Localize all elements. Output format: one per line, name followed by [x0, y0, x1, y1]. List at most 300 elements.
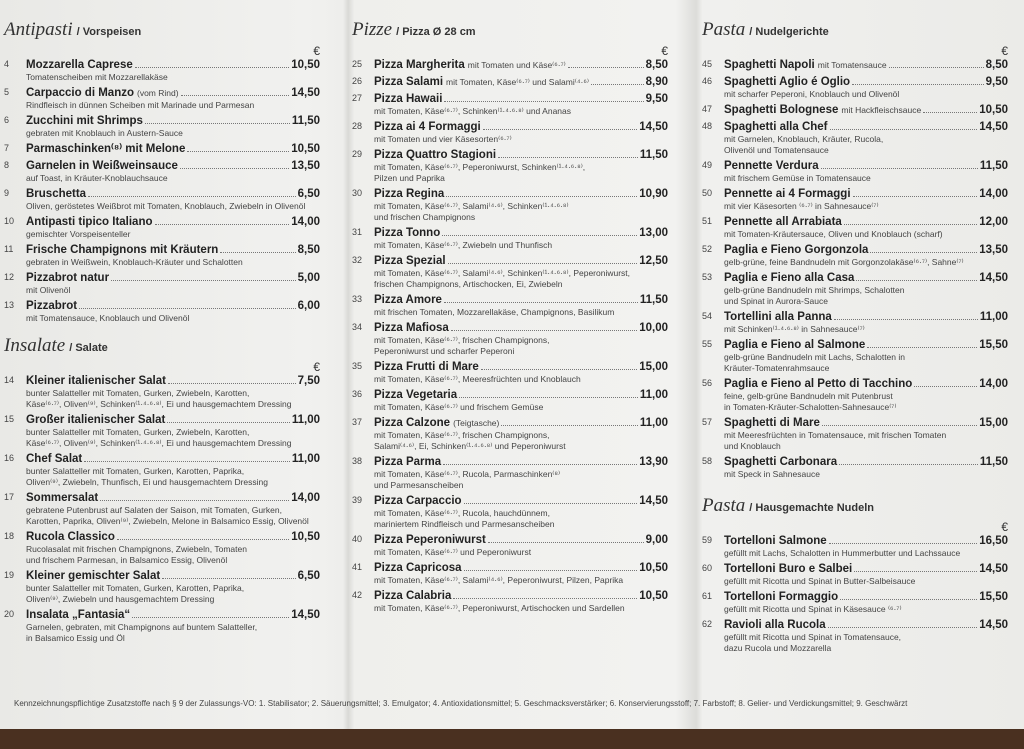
dot-leader — [111, 280, 296, 281]
dot-leader — [853, 196, 978, 197]
section-subtitle: / Pizza Ø 28 cm — [396, 26, 476, 38]
item-row — [374, 58, 668, 72]
item-number: 60 — [702, 563, 713, 573]
dot-leader — [453, 598, 637, 599]
item-description: gebraten in Weißwein, Knoblauch-Kräuter und Schalotten — [26, 257, 243, 267]
item-price: 10,50 — [291, 143, 320, 155]
dot-leader — [483, 129, 637, 130]
item-name: Großer italienischer Salat — [26, 414, 166, 426]
item-row — [26, 299, 320, 313]
item-description: mit frischen Tomaten, Mozzarellakäse, Champignons, Basilikum — [374, 307, 615, 317]
dot-leader — [829, 543, 978, 544]
item-row — [26, 608, 320, 622]
menu-item — [352, 388, 668, 413]
section-header — [352, 19, 668, 45]
item-row — [374, 321, 668, 335]
item-price: 8,50 — [645, 59, 668, 71]
section-title: Pasta — [702, 495, 746, 516]
item-price: 14,00 — [979, 188, 1008, 200]
dot-leader — [488, 542, 644, 543]
item-number: 12 — [4, 272, 15, 282]
item-description: mit Tomaten, Käse⁽⁶·⁷⁾, Meeresfrüchten und Knoblauch — [374, 374, 581, 384]
item-description: und Spinat in Aurora-Sauce — [724, 296, 828, 306]
item-row — [724, 271, 1008, 285]
item-number: 56 — [702, 378, 713, 388]
item-name: Mozzarella Caprese — [26, 59, 133, 71]
item-row — [26, 187, 320, 201]
currency-label: € — [313, 44, 320, 58]
item-price: 14,00 — [291, 216, 320, 228]
dot-leader — [187, 151, 289, 152]
item-name: Pizza Spezial — [374, 255, 446, 267]
menu-item — [702, 103, 1008, 117]
menu-item — [702, 58, 1008, 72]
item-price: 13,50 — [979, 244, 1008, 256]
dot-leader — [822, 425, 977, 426]
item-row — [26, 530, 320, 544]
item-number: 59 — [702, 535, 713, 545]
menu-item — [702, 534, 1008, 559]
currency-label: € — [1001, 44, 1008, 58]
item-description: mit Tomaten, Käse⁽⁶·⁷⁾, frischen Champignons, — [374, 335, 550, 345]
item-inline-note: mit Hackfleischsauce — [841, 105, 922, 115]
item-number: 62 — [702, 619, 713, 629]
dot-leader — [889, 67, 984, 68]
item-name: Pizza Peperoniwurst — [374, 534, 486, 546]
dot-leader — [443, 464, 637, 465]
item-description: mit Tomaten, Käse⁽⁶·⁷⁾, Schinken⁽¹·⁴·⁶·⁸⁾ und Ananas — [374, 106, 572, 116]
item-name: Spaghetti Carbonara — [724, 456, 838, 468]
item-name: Pizza Margherita — [374, 59, 465, 71]
item-price: 14,50 — [979, 619, 1008, 631]
dot-leader — [840, 599, 977, 600]
item-row — [26, 491, 320, 505]
item-description: Oliven⁽⁹⁾, Zwiebeln und hausgemachtem Dressing — [26, 594, 215, 604]
item-description: in Tomaten-Kräuter-Schalotten-Sahnesauce⁽⁷⁾ — [724, 402, 897, 412]
menu-item — [4, 187, 320, 212]
item-name: Garnelen in Weißweinsauce — [26, 160, 178, 172]
item-price: 9,00 — [645, 534, 668, 546]
item-name: Pennette all Arrabiata — [724, 216, 842, 228]
item-number: 4 — [4, 59, 10, 69]
item-price: 7,50 — [297, 375, 320, 387]
dot-leader — [501, 425, 637, 426]
item-number: 20 — [4, 609, 15, 619]
menu-item — [702, 562, 1008, 587]
item-name: Pizza Carpaccio — [374, 495, 462, 507]
column-left — [4, 0, 320, 647]
item-description: mit Tomaten-Kräutersauce, Oliven und Knoblauch (scharf) — [724, 229, 943, 239]
section-header — [4, 335, 320, 361]
item-description: mit Tomaten, Käse⁽⁶·⁷⁾, Zwiebeln und Thunfisch — [374, 240, 553, 250]
item-price: 14,00 — [291, 492, 320, 504]
item-description: Salami⁽⁴·⁶⁾, Ei, Schinken⁽¹·⁴·⁶·⁸⁾ und Peperoniwurst — [374, 441, 566, 451]
item-description: bunter Salatteller mit Tomaten, Gurken, Zwiebeln, Karotten, — [26, 427, 250, 437]
dot-leader — [821, 168, 978, 169]
menu-item — [4, 86, 320, 111]
menu-item — [702, 338, 1008, 374]
item-description: und Knoblauch — [724, 441, 781, 451]
additives-footnote: Kennzeichnungspflichtige Zusatzstoffe nach § 9 der Zulassungs-VO: 1. Stabilisator; 2. Säuerungsmittel; 3. Emulgator; 4. Antioxidationsmittel; 5. Geschmacksverstärker; 6. Konservierungsstoff; 7. Farbstoff; 8. Gelier- und Verdickungsmittel; 9. Geschwärzt — [14, 699, 908, 708]
item-description: Käse⁽⁶·⁷⁾, Oliven⁽⁹⁾, Schinken⁽¹·⁴·⁶·⁸⁾, Ei und hausgemachtem Dressing — [26, 438, 292, 448]
item-name: Zucchini mit Shrimps — [26, 115, 143, 127]
item-price: 15,50 — [979, 339, 1008, 351]
dot-leader — [481, 369, 637, 370]
section-title: Pizze — [352, 19, 393, 40]
item-description: mit Schinken⁽¹·⁴·⁶·⁸⁾ in Sahnesauce⁽⁷⁾ — [724, 324, 865, 334]
item-price: 11,00 — [291, 414, 320, 426]
item-name: Parmaschinken⁽⁸⁾ mit Melone — [26, 143, 186, 155]
dot-leader — [923, 112, 977, 113]
item-description: mariniertem Rindfleisch und Parmesanscheiben — [374, 519, 555, 529]
item-price: 13,50 — [291, 160, 320, 172]
section-subtitle: / Hausgemachte Nudeln — [749, 502, 874, 514]
item-row — [26, 58, 320, 72]
menu-item — [352, 416, 668, 452]
item-number: 29 — [352, 149, 363, 159]
section-pasta-homemade — [702, 495, 1008, 654]
item-description: gefüllt mit Ricotta und Spinat in Tomatensauce, — [724, 632, 902, 642]
section-title: Insalate — [4, 335, 66, 356]
menu-item — [702, 271, 1008, 307]
item-description: mit Olivenöl — [26, 285, 71, 295]
item-number: 54 — [702, 311, 713, 321]
item-price: 15,00 — [639, 361, 668, 373]
dot-leader — [79, 308, 295, 309]
menu-item — [4, 215, 320, 240]
item-row — [374, 75, 668, 89]
item-inline-note: (vom Rind) — [137, 88, 179, 98]
item-name: Rucola Classico — [26, 531, 115, 543]
menu-item — [352, 293, 668, 318]
item-description: gemischter Vorspeisenteller — [26, 229, 131, 239]
item-price: 14,50 — [979, 272, 1008, 284]
item-row — [374, 416, 668, 430]
menu-item — [4, 58, 320, 83]
item-number: 46 — [702, 76, 713, 86]
item-name: Tortelloni Formaggio — [724, 591, 839, 603]
menu-item — [702, 120, 1008, 156]
item-description: in Balsamico Essig und Öl — [26, 633, 125, 643]
dot-leader — [181, 95, 290, 96]
item-name: Paglia e Fieno Gorgonzola — [724, 244, 869, 256]
item-price: 9,50 — [645, 93, 668, 105]
item-description: bunter Salatteller mit Tomaten, Gurken, Karotten, Paprika, — [26, 466, 245, 476]
item-description: Käse⁽⁶·⁷⁾, Oliven⁽⁹⁾, Schinken⁽¹·⁴·⁶·⁸⁾, Ei und hausgemachtem Dressing — [26, 399, 292, 409]
item-number: 18 — [4, 531, 15, 541]
item-description: Oliven, geröstetes Weißbrot mit Tomaten, Knoblauch, Zwiebeln in Olivenöl — [26, 201, 306, 211]
dot-leader — [830, 129, 978, 130]
menu-item — [4, 142, 320, 156]
item-name: Paglia e Fieno al Salmone — [724, 339, 866, 351]
item-price: 11,00 — [639, 417, 668, 429]
item-number: 9 — [4, 188, 10, 198]
item-price: 10,50 — [639, 590, 668, 602]
item-number: 57 — [702, 417, 713, 427]
item-name: Pizza Regina — [374, 188, 445, 200]
menu-item — [4, 413, 320, 449]
item-number: 53 — [702, 272, 713, 282]
item-description: und Parmesanscheiben — [374, 480, 464, 490]
section-pasta — [702, 19, 1008, 480]
item-price: 11,50 — [291, 115, 320, 127]
menu-item — [352, 360, 668, 385]
item-price: 12,00 — [979, 216, 1008, 228]
item-price: 11,50 — [639, 294, 668, 306]
item-price: 16,50 — [979, 535, 1008, 547]
item-description: mit Tomaten, Käse⁽⁶·⁷⁾, Peperoniwurst, Artischocken und Sardellen — [374, 603, 625, 613]
item-description: gelb-grüne, feine Bandnudeln mit Gorgonzolakäse⁽⁶·⁷⁾, Sahne⁽⁷⁾ — [724, 257, 964, 267]
menu-item — [352, 321, 668, 357]
dot-leader — [446, 196, 637, 197]
item-row — [724, 590, 1008, 604]
item-description: Peperoniwurst und scharfer Peperoni — [374, 346, 515, 356]
section-pizze — [352, 19, 668, 614]
item-description: mit Tomaten, Käse⁽⁶·⁷⁾, Rucola, hauchdünnem, — [374, 508, 550, 518]
menu-item — [352, 226, 668, 251]
item-row — [724, 310, 1008, 324]
menu-item — [4, 569, 320, 605]
menu-item — [702, 377, 1008, 413]
item-description: gefüllt mit Ricotta und Spinat in Butter-Salbeisauce — [724, 576, 916, 586]
dot-leader — [459, 397, 638, 398]
item-number: 48 — [702, 121, 713, 131]
item-row — [374, 148, 668, 162]
item-price: 10,90 — [639, 188, 668, 200]
item-description: Tomatenscheiben mit Mozzarellakäse — [26, 72, 168, 82]
item-row — [374, 360, 668, 374]
dot-leader — [135, 67, 289, 68]
item-price: 11,00 — [639, 389, 668, 401]
item-name: Pizza Capricosa — [374, 562, 462, 574]
column-right — [702, 0, 1008, 657]
item-number: 14 — [4, 375, 15, 385]
item-price: 6,50 — [297, 570, 320, 582]
menu-item — [4, 491, 320, 527]
item-price: 10,50 — [291, 59, 320, 71]
menu-item — [352, 75, 668, 89]
item-row — [26, 271, 320, 285]
item-number: 15 — [4, 414, 15, 424]
dot-leader — [162, 578, 295, 579]
dot-leader — [839, 464, 978, 465]
item-number: 17 — [4, 492, 15, 502]
item-row — [374, 293, 668, 307]
item-price: 11,50 — [979, 160, 1008, 172]
item-number: 50 — [702, 188, 713, 198]
dot-leader — [844, 224, 977, 225]
item-name: Insalata „Fantasia“ — [26, 609, 131, 621]
item-name: Pizza Calzone — [374, 417, 451, 429]
item-inline-note: mit Tomatensauce — [817, 60, 887, 70]
item-number: 25 — [352, 59, 363, 69]
item-price: 8,90 — [645, 76, 668, 88]
item-description: bunter Salatteller mit Tomaten, Gurken, Zwiebeln, Karotten, — [26, 388, 250, 398]
dot-leader — [167, 422, 290, 423]
item-description: gebratene Putenbrust auf Salaten der Saison, mit Tomaten, Gurken, — [26, 505, 282, 515]
item-name: Antipasti tipico Italiano — [26, 216, 153, 228]
menu-item — [702, 455, 1008, 480]
item-row — [26, 243, 320, 257]
currency-label: € — [1001, 520, 1008, 534]
item-number: 6 — [4, 115, 10, 125]
item-description: mit Tomaten, Käse⁽⁶·⁷⁾ und frischem Gemüse — [374, 402, 544, 412]
menu-item — [702, 215, 1008, 240]
table-surface — [0, 729, 1024, 749]
item-row — [26, 374, 320, 388]
section-title: Antipasti — [4, 19, 73, 40]
item-description: mit Speck in Sahnesauce — [724, 469, 820, 479]
item-row — [26, 159, 320, 173]
item-description: mit Tomaten, Käse⁽⁶·⁷⁾, Salami⁽⁴·⁶⁾, Schinken⁽¹·⁴·⁶·⁸⁾ — [374, 201, 569, 211]
item-price: 10,50 — [639, 562, 668, 574]
item-name: Kleiner italienischer Salat — [26, 375, 166, 387]
item-price: 14,50 — [979, 121, 1008, 133]
section-header — [702, 19, 1008, 45]
menu-item — [702, 590, 1008, 615]
section-antipasti — [4, 19, 320, 324]
menu-item — [4, 608, 320, 644]
item-name: Paglia e Fieno alla Casa — [724, 272, 855, 284]
dot-leader — [568, 67, 644, 68]
dot-leader — [132, 617, 289, 618]
item-description: Oliven⁽⁹⁾, Zwiebeln, Thunfisch, Ei und hausgemachtem Dressing — [26, 477, 268, 487]
section-title: Pasta — [702, 19, 746, 40]
item-description: gefüllt mit Ricotta und Spinat in Käsesauce ⁽⁶·⁷⁾ — [724, 604, 902, 614]
item-row — [724, 243, 1008, 257]
item-name: Pizza Salami — [374, 76, 444, 88]
item-row — [26, 452, 320, 466]
item-description: Karotten, Paprika, Oliven⁽⁹⁾, Zwiebeln, Melone in Balsamico Essig, Olivenöl — [26, 516, 309, 526]
menu-item — [4, 114, 320, 139]
item-price: 13,00 — [639, 227, 668, 239]
dot-leader — [834, 319, 978, 320]
item-row — [374, 589, 668, 603]
item-row — [374, 254, 668, 268]
menu-item — [4, 530, 320, 566]
item-name: Tortelloni Salmone — [724, 535, 827, 547]
item-row — [374, 92, 668, 106]
item-name: Frische Champignons mit Kräutern — [26, 244, 219, 256]
item-row — [724, 618, 1008, 632]
dot-leader — [100, 500, 289, 501]
menu-item — [702, 618, 1008, 654]
item-description: mit scharfer Peperoni, Knoblauch und Olivenöl — [724, 89, 900, 99]
item-description: Kräuter-Tomatenrahmsauce — [724, 363, 830, 373]
item-number: 55 — [702, 339, 713, 349]
dot-leader — [591, 84, 644, 85]
dot-leader — [442, 235, 637, 236]
item-number: 52 — [702, 244, 713, 254]
item-row — [26, 413, 320, 427]
item-name: Spaghetti Bolognese — [724, 104, 839, 116]
item-price: 8,50 — [985, 59, 1008, 71]
item-row — [724, 75, 1008, 89]
item-name: Spaghetti alla Chef — [724, 121, 828, 133]
menu-item — [4, 243, 320, 268]
menu-item — [352, 455, 668, 491]
item-inline-note: mit Tomaten und Käse⁽⁶·⁷⁾ — [467, 60, 566, 70]
item-row — [374, 533, 668, 547]
item-description: bunter Salatteller mit Tomaten, Gurken, Karotten, Paprika, — [26, 583, 245, 593]
item-price: 5,00 — [297, 272, 320, 284]
item-description: gebraten mit Knoblauch in Austern-Sauce — [26, 128, 183, 138]
item-description: mit Garnelen, Knoblauch, Kräuter, Rucola, — [724, 134, 884, 144]
item-number: 58 — [702, 456, 713, 466]
item-row — [724, 455, 1008, 469]
item-number: 26 — [352, 76, 363, 86]
item-number: 49 — [702, 160, 713, 170]
item-name: Spaghetti di Mare — [724, 417, 820, 429]
item-description: mit frischem Gemüse in Tomatensauce — [724, 173, 871, 183]
item-price: 8,50 — [297, 244, 320, 256]
item-row — [26, 215, 320, 229]
item-price: 10,00 — [639, 322, 668, 334]
dot-leader — [155, 224, 290, 225]
item-number: 19 — [4, 570, 15, 580]
item-description: und frischem Parmesan, in Balsamico Essig, Olivenöl — [26, 555, 228, 565]
item-row — [374, 494, 668, 508]
item-description: Olivenöl und Tomatensauce — [724, 145, 829, 155]
item-row — [724, 103, 1008, 117]
item-description: Garnelen, gebraten, mit Champignons auf buntem Salatteller, — [26, 622, 258, 632]
menu-item — [352, 58, 668, 72]
item-description: auf Toast, in Kräuter-Knoblauchsauce — [26, 173, 168, 183]
item-price: 13,90 — [639, 456, 668, 468]
item-price: 14,50 — [291, 609, 320, 621]
item-price: 9,50 — [985, 76, 1008, 88]
item-row — [724, 534, 1008, 548]
item-name: Kleiner gemischter Salat — [26, 570, 161, 582]
item-price: 11,00 — [979, 311, 1008, 323]
item-description: mit Meeresfrüchten in Tomatensauce, mit frischen Tomaten — [724, 430, 947, 440]
item-number: 27 — [352, 93, 363, 103]
item-name: Pennette ai 4 Formaggi — [724, 188, 851, 200]
item-description: gelb-grüne Bandnudeln mit Shrimps, Schalotten — [724, 285, 905, 295]
dot-leader — [464, 503, 638, 504]
item-row — [724, 416, 1008, 430]
item-row — [374, 120, 668, 134]
item-row — [26, 569, 320, 583]
item-number: 42 — [352, 590, 363, 600]
item-row — [26, 142, 320, 156]
item-price: 11,50 — [639, 149, 668, 161]
item-name: Tortellini alla Panna — [724, 311, 832, 323]
item-price: 6,00 — [297, 300, 320, 312]
item-name: Pizzabrot natur — [26, 272, 110, 284]
dot-leader — [856, 280, 977, 281]
item-description: dazu Rucola und Mozzarella — [724, 643, 832, 653]
item-number: 5 — [4, 87, 10, 97]
item-inline-note: (Teigtasche) — [453, 418, 500, 428]
dot-leader — [117, 539, 289, 540]
menu-item — [352, 533, 668, 558]
dot-leader — [852, 84, 984, 85]
dot-leader — [464, 570, 638, 571]
item-row — [724, 187, 1008, 201]
item-number: 8 — [4, 160, 10, 170]
item-price: 11,50 — [979, 456, 1008, 468]
item-number: 28 — [352, 121, 363, 131]
item-number: 40 — [352, 534, 363, 544]
item-number: 7 — [4, 143, 10, 153]
menu-item — [352, 92, 668, 117]
item-name: Sommersalat — [26, 492, 99, 504]
item-number: 32 — [352, 255, 363, 265]
item-number: 11 — [4, 244, 14, 254]
item-row — [26, 86, 320, 100]
item-name: Paglia e Fieno al Petto di Tacchino — [724, 378, 913, 390]
